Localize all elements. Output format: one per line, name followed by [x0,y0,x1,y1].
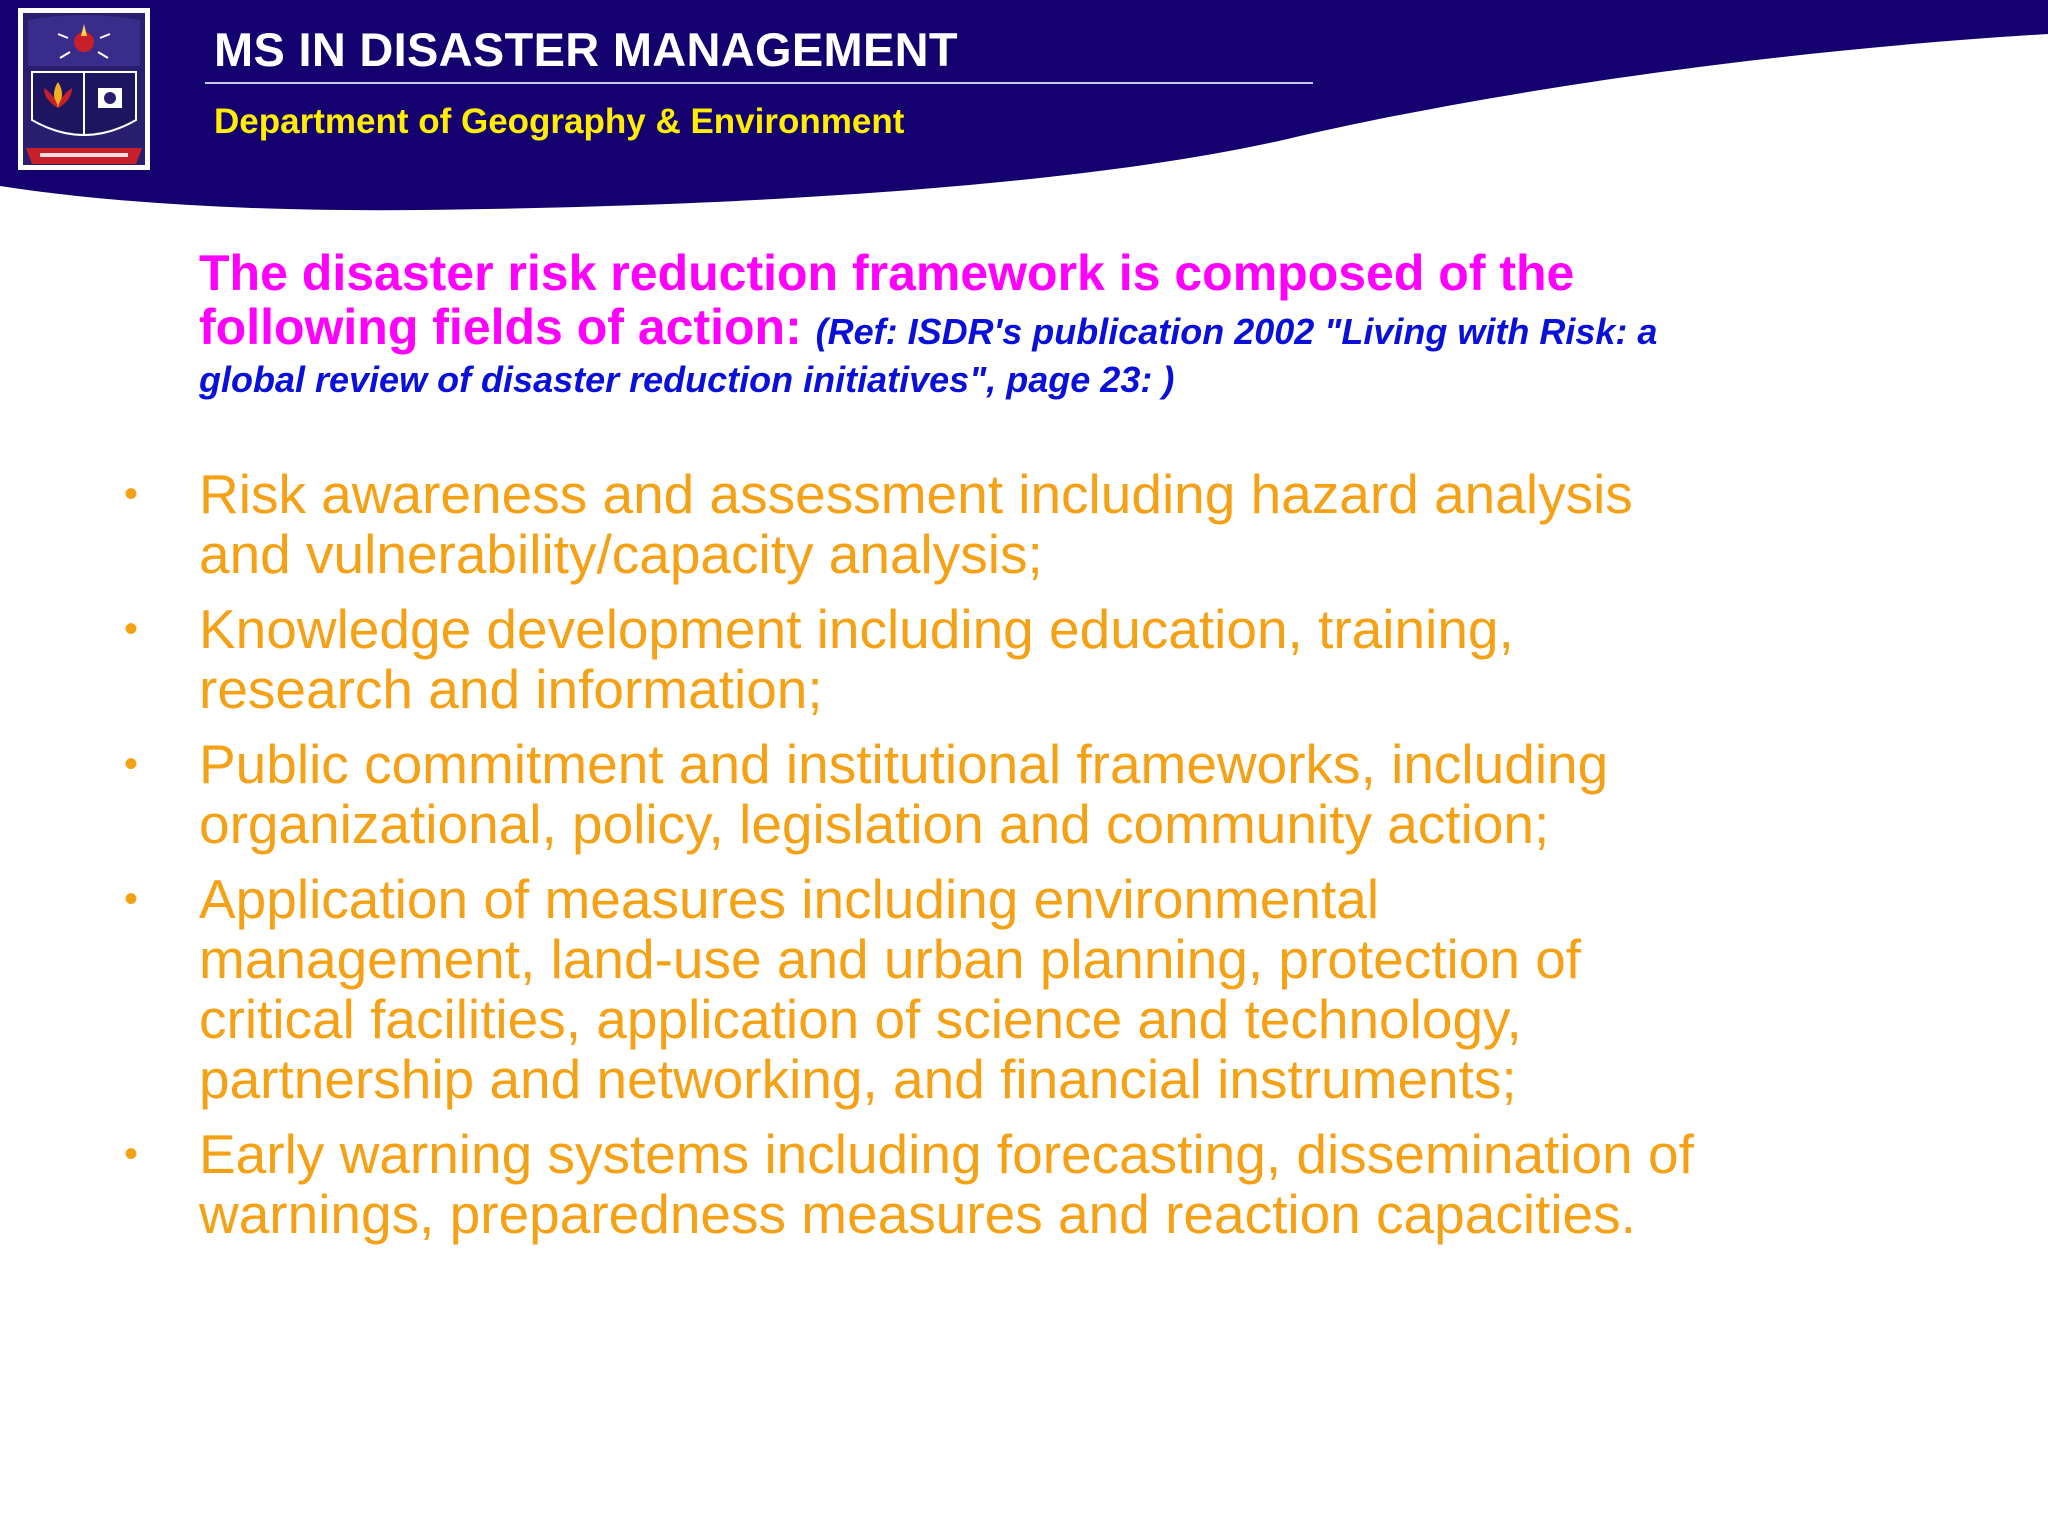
list-item-line: Risk awareness and assessment including hazard analysis [199,463,1633,525]
list-item-line: research and information; [199,658,823,720]
list-item [118,869,1998,1109]
list-item [118,464,1998,584]
list-item [118,734,1998,854]
bullet-icon: • [124,742,139,786]
list-item-line: and vulnerability/capacity analysis; [199,523,1043,585]
list-item-line: Early warning systems including forecasting, dissemination of [199,1123,1694,1185]
intro-line-1: The disaster risk reduction framework is composed of the [199,245,1575,301]
title-divider [205,82,1313,84]
fields-of-action-list [118,464,1998,1259]
intro-line-2 [199,300,1879,359]
intro-line-2-text: following fields of action: [199,299,802,355]
list-item-line: Application of measures including environmental [199,868,1380,930]
bullet-icon: • [124,877,139,921]
page-title: MS IN DISASTER MANAGEMENT [214,23,958,76]
list-item-line: warnings, preparedness measures and reaction capacities. [199,1183,1636,1245]
list-item [118,599,1998,719]
reference-line-2: global review of disaster reduction initiatives", page 23: ) [199,359,1175,400]
list-item-line: Public commitment and institutional frameworks, including [199,733,1609,795]
department-subtitle: Department of Geography & Environment [214,102,905,141]
intro-paragraph [199,246,1879,401]
list-item-line: Knowledge development including education, training, [199,598,1514,660]
university-logo-icon [18,8,150,170]
bullet-icon: • [124,607,139,651]
list-item-line: organizational, policy, legislation and community action; [199,793,1550,855]
list-item-line: critical facilities, application of science and technology, [199,988,1522,1050]
list-item-line: partnership and networking, and financial instruments; [199,1048,1517,1110]
bullet-icon: • [124,1132,139,1176]
list-item [118,1124,1998,1244]
list-item-line: management, land-use and urban planning, protection of [199,928,1582,990]
reference-line-1: (Ref: ISDR's publication 2002 "Living with Risk: a [815,311,1658,352]
bullet-icon: • [124,472,139,516]
